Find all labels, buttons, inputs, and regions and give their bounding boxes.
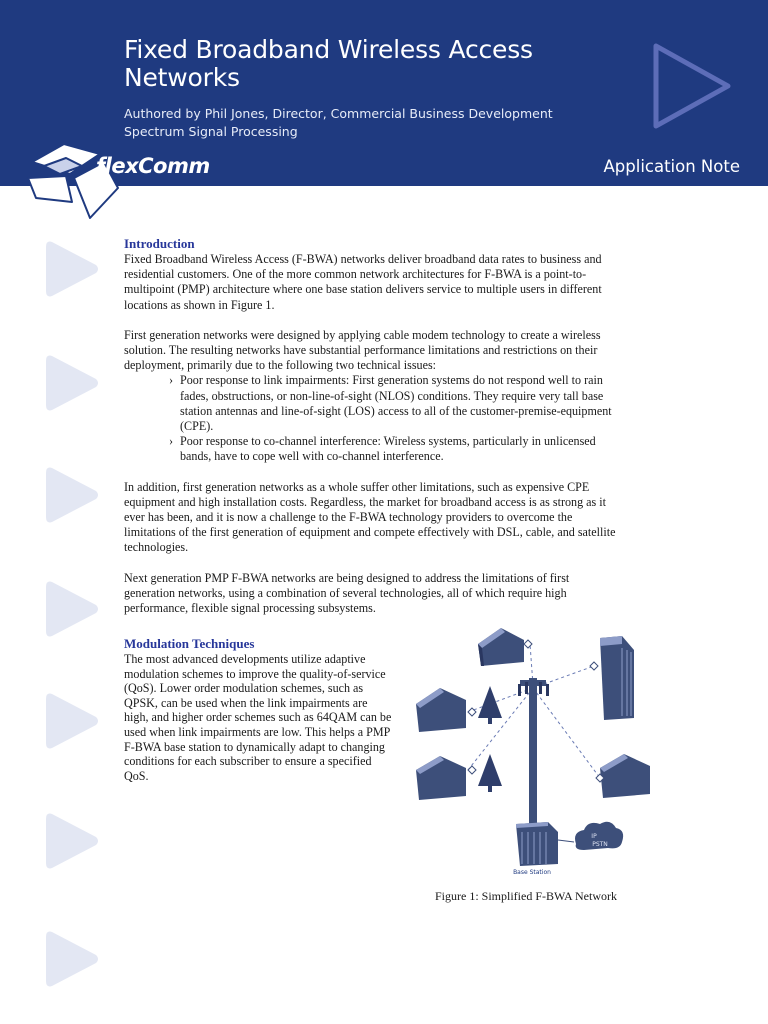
organization-line: Spectrum Signal Processing <box>124 124 298 139</box>
house-icon <box>416 688 466 732</box>
play-arrow-icon <box>648 40 734 132</box>
network-diagram <box>408 620 658 880</box>
side-triangle-icon <box>44 578 100 640</box>
house-icon <box>600 754 650 798</box>
bullet-text: Poor response to co-channel interference: Wireless systems, particularly in unlicensed bands, have to cope well with co-channel interference. <box>180 434 596 464</box>
house-icon <box>416 756 466 800</box>
side-triangle-icon <box>44 928 100 990</box>
list-item <box>169 434 622 464</box>
side-triangle-icon <box>44 238 100 300</box>
side-triangle-icon <box>44 690 100 752</box>
intro-paragraph-1: Fixed Broadband Wireless Access (F-BWA) networks deliver broadband data rates to business and residential customers. One of the more common network architectures for F-BWA is a point-to-multipoint (PMP) architecture where one base station delivers service to multiple users in different locations as shown in Figure 1. <box>124 252 602 312</box>
author-line: Authored by Phil Jones, Director, Commercial Business Development <box>124 106 553 121</box>
document-title <box>124 36 624 92</box>
cloud-label-pstn: PSTN <box>592 841 608 848</box>
document-type-label: Application Note <box>603 157 740 176</box>
tree-icon <box>478 754 502 792</box>
figure-caption: Figure 1: Simplified F-BWA Network <box>435 889 617 903</box>
tree-icon <box>478 686 502 724</box>
side-triangle-icon <box>44 810 100 872</box>
title-line-2: Networks <box>124 63 240 92</box>
modulation-section <box>124 636 394 783</box>
introduction-section <box>124 236 622 616</box>
cloud-label-ip: IP <box>591 833 597 840</box>
office-building-icon <box>600 636 634 720</box>
logo-wordmark: flexComm <box>96 154 210 178</box>
side-triangle-icon <box>44 464 100 526</box>
base-station-rack-icon <box>516 822 558 866</box>
modulation-paragraph: The most advanced developments utilize adaptive modulation schemes to improve the quality-of-service (QoS). Lower order modulation schemes, such as QPSK, can be used when the link impairments are high, and higher order schemes such as 64QAM can be used when link impairments are low. This helps a PMP F-BWA base station to dynamically adapt to changing conditions for each subscriber to ensure a specified QoS. <box>124 652 392 783</box>
house-icon <box>478 628 524 666</box>
side-triangle-icon <box>44 352 100 414</box>
technical-issues-list <box>124 373 622 464</box>
bullet-marker-icon: › <box>169 373 174 388</box>
intro-paragraph-2: First generation networks were designed by applying cable modem technology to create a wireless solution. The resulting networks have substantial performance limitations and restrictions on their deployment, primarily due to the following two technical issues: <box>124 327 601 373</box>
bullet-text: Poor response to link impairments: First generation systems do not respond well to rain fades, obstructions, or non-line-of-sight (NLOS) conditions. They require very tall base station antennas and line-of-sight (LOS) access to all of the customer-premise-equipment (CPE). <box>180 373 612 434</box>
author-block <box>124 105 553 141</box>
title-line-1: Fixed Broadband Wireless Access <box>124 35 533 64</box>
modulation-heading: Modulation Techniques <box>124 636 255 651</box>
intro-paragraph-3: In addition, first generation networks as a whole suffer other limitations, such as expensive CPE equipment and high installation costs. Regardless, the market for broadband access is as strong as it ever has been, and it is now a challenge to the F-BWA technology providers to overcome the limitations of the first generation of equipment and compete effectively with DSL, cable, and satellite technologies. <box>124 479 616 555</box>
list-item <box>169 373 622 434</box>
base-station-label: Base Station <box>513 869 551 876</box>
bullet-marker-icon: › <box>169 434 174 449</box>
intro-paragraph-4: Next generation PMP F-BWA networks are being designed to address the limitations of first generation networks, using a combination of several technologies, all of which require high performance, flexible signal processing subsystems. <box>124 570 570 616</box>
introduction-heading: Introduction <box>124 236 195 251</box>
